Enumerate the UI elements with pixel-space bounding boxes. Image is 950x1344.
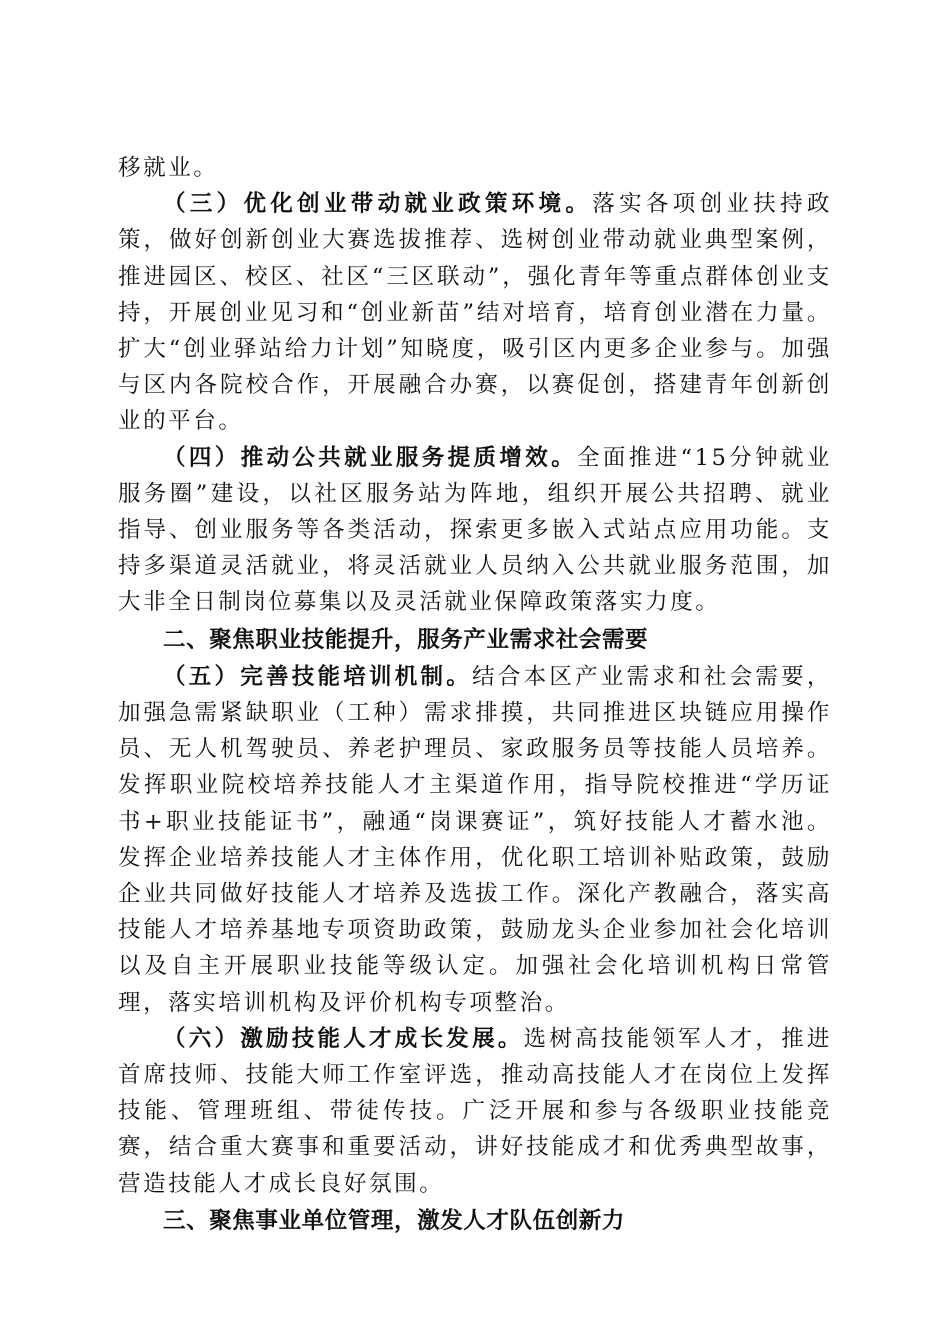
paragraph-body: 落实各项创业扶持政策，做好创新创业大赛选拔推荐、选树创业带动就业典型案例，推进园区、校区、社区“三区联动”，强化青年等重点群体创业支持，开展创业见习和“创业新苗”结对培育，培育创业潜在力量。扩大“创业驿站给力计划”知晓度，吸引区内更多企业参与。加强与区内各院校合作，开展融合办赛，以赛促创，搭建青年创新创业的平台。 bbox=[118, 191, 832, 435]
paragraph-skills-training bbox=[118, 659, 832, 1021]
paragraph-body: 选树高技能领军人才，推进首席技师、技能大师工作室评选，推动高技能人才在岗位上发挥技能、管理班组、带徒传技。广泛开展和参与各级职业技能竞赛，结合重大赛事和重要活动，讲好技能成才和优秀典型故事，营造技能人才成长良好氛围。 bbox=[118, 1025, 833, 1197]
paragraph-continuation bbox=[118, 150, 832, 186]
document-page bbox=[118, 150, 832, 1240]
section-heading-three: 三、聚焦事业单位管理，激发人才队伍创新力 bbox=[163, 1207, 626, 1234]
paragraph-lead: （四）推动公共就业服务提质增效。 bbox=[163, 444, 578, 471]
paragraph-lead: （三）优化创业带动就业政策环境。 bbox=[163, 191, 593, 218]
paragraph-public-employment bbox=[118, 440, 832, 621]
paragraph-lead: （六）激励技能人才成长发展。 bbox=[163, 1025, 524, 1052]
paragraph-talent-growth bbox=[118, 1021, 832, 1202]
section-heading-two: 二、聚焦职业技能提升，服务产业需求社会需要 bbox=[163, 626, 649, 653]
paragraph-body: 全面推进“15分钟就业服务圈”建设，以社区服务站为阵地，组织开展公共招聘、就业指导、创业服务等各类活动，探索更多嵌入式站点应用功能。支持多渠道灵活就业，将灵活就业人员纳入公共就业服务范围，加大非全日制岗位募集以及灵活就业保障政策落实力度。 bbox=[118, 444, 832, 616]
paragraph-entrepreneurship bbox=[118, 186, 832, 439]
paragraph-body: 结合本区产业需求和社会需要，加强急需紧缺职业（工种）需求排摸，共同推进区块链应用操作员、无人机驾驶员、养老护理员、家政服务员等技能人员培养。发挥职业院校培养技能人才主渠道作用，指导院校推进“学历证书+职业技能证书”，融通“岗课赛证”，筑好技能人才蓄水池。发挥企业培养技能人才主体作用，优化职工培训补贴政策，鼓励企业共同做好技能人才培养及选拔工作。深化产教融合，落实高技能人才培养基地专项资助政策，鼓励龙头企业参加社会化培训以及自主开展职业技能等级认定。加强社会化培训机构日常管理，落实培训机构及评价机构专项整治。 bbox=[118, 663, 833, 1016]
paragraph-text: 移就业。 bbox=[118, 155, 219, 181]
paragraph-lead: （五）完善技能培训机制。 bbox=[163, 663, 473, 690]
